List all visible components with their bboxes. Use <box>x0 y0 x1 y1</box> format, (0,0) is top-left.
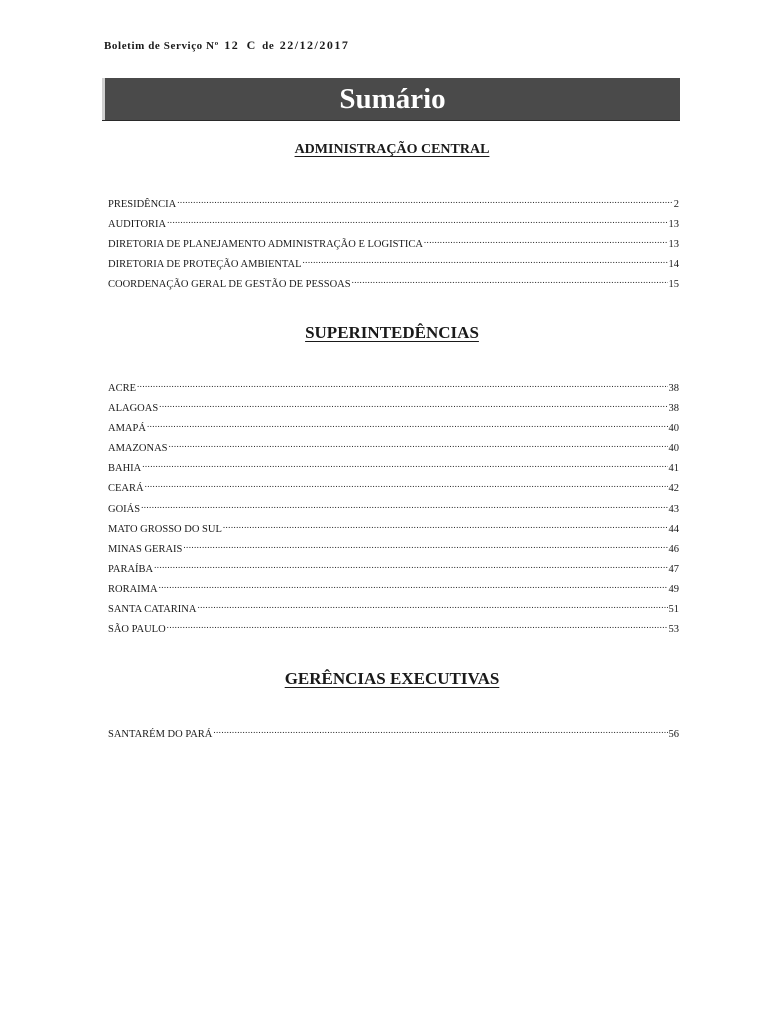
toc-entry-label: DIRETORIA DE PLANEJAMENTO ADMINISTRAÇÃO E LOGISTICA <box>108 239 423 251</box>
toc-entry-page: 42 <box>668 483 679 495</box>
toc-entry-label: PARAÍBA <box>108 563 154 575</box>
toc-leader-dots <box>197 600 667 612</box>
toc-entry-page: 40 <box>668 443 679 455</box>
toc-entry-page: 15 <box>668 279 679 291</box>
toc-entry[interactable] <box>108 195 679 215</box>
toc-entry[interactable] <box>108 419 679 439</box>
toc-entry[interactable] <box>108 580 679 600</box>
toc-leader-dots <box>177 195 672 207</box>
toc-entry-page: 40 <box>668 423 679 435</box>
toc-leader-dots <box>141 500 667 512</box>
section-heading-gerencias-executivas: GERÊNCIAS EXECUTIVAS <box>284 669 500 688</box>
section-heading-superintendencias: SUPERINTEDÊNCIAS <box>305 323 479 342</box>
toc-entry-label: COORDENAÇÃO GERAL DE GESTÃO DE PESSOAS <box>108 279 351 291</box>
toc-list-gerencias-executivas <box>108 725 679 745</box>
toc-entry[interactable] <box>108 600 679 620</box>
toc-entry-label: ALAGOAS <box>108 403 159 415</box>
toc-entry-page: 2 <box>673 199 679 210</box>
toc-entry[interactable] <box>108 459 679 479</box>
toc-leader-dots <box>154 560 667 572</box>
toc-entry[interactable] <box>108 379 679 399</box>
page-title: Sumário <box>339 83 446 115</box>
toc-entry-page: 41 <box>668 463 679 475</box>
toc-entry[interactable] <box>108 255 679 275</box>
toc-entry-label: SANTARÉM DO PARÁ <box>108 729 213 740</box>
toc-entry[interactable] <box>108 439 679 459</box>
toc-entry-label: MINAS GERAIS <box>108 543 183 555</box>
toc-entry-page: 13 <box>668 219 679 231</box>
toc-entry-label: CEARÁ <box>108 483 144 495</box>
toc-entry-page: 47 <box>668 563 679 575</box>
toc-entry-label: AMAPÁ <box>108 423 146 435</box>
toc-entry-page: 51 <box>668 604 679 616</box>
section-heading-administracao-central: ADMINISTRAÇÃO CENTRAL <box>294 142 490 157</box>
toc-leader-dots <box>145 479 668 491</box>
toc-leader-dots <box>223 520 668 532</box>
toc-leader-dots <box>159 580 668 592</box>
toc-entry-page: 56 <box>668 729 679 740</box>
toc-leader-dots <box>213 725 667 737</box>
toc-entry-label: BAHIA <box>108 463 142 475</box>
toc-entry-page: 13 <box>668 239 679 251</box>
toc-entry-page: 38 <box>668 403 679 415</box>
toc-entry[interactable] <box>108 520 679 540</box>
toc-entry-page: 53 <box>668 624 679 636</box>
toc-leader-dots <box>303 255 668 267</box>
toc-leader-dots <box>159 399 667 411</box>
bulletin-date: 22/12/2017 <box>279 38 350 52</box>
toc-entry[interactable] <box>108 399 679 419</box>
bulletin-header <box>104 38 351 53</box>
toc-list-superintendencias <box>108 379 679 640</box>
toc-entry-label: ACRE <box>108 383 137 394</box>
bulletin-header-de: de <box>262 40 275 52</box>
toc-leader-dots <box>167 620 668 632</box>
toc-entry-label: AUDITORIA <box>108 219 167 231</box>
toc-list-administracao-central <box>108 195 679 295</box>
toc-entry-page: 43 <box>668 503 679 515</box>
toc-entry-label: SÃO PAULO <box>108 624 166 636</box>
toc-entry-label: PRESIDÊNCIA <box>108 199 177 210</box>
toc-entry[interactable] <box>108 479 679 499</box>
toc-leader-dots <box>169 439 668 451</box>
toc-entry[interactable] <box>108 215 679 235</box>
toc-leader-dots <box>137 379 667 391</box>
toc-entry-page: 14 <box>668 259 679 271</box>
toc-entry[interactable] <box>108 560 679 580</box>
toc-leader-dots <box>183 540 667 552</box>
toc-leader-dots <box>147 419 668 431</box>
toc-entry-label: DIRETORIA DE PROTEÇÃO AMBIENTAL <box>108 259 302 271</box>
summary-title-bar <box>102 78 680 120</box>
toc-leader-dots <box>424 235 668 247</box>
toc-entry-label: MATO GROSSO DO SUL <box>108 523 222 535</box>
toc-entry-page: 49 <box>668 583 679 595</box>
toc-entry-page: 46 <box>668 543 679 555</box>
bulletin-header-prefix: Boletim de Serviço Nº <box>104 40 219 52</box>
toc-entry-label: GOIÁS <box>108 503 141 515</box>
bulletin-letter: C <box>246 38 257 52</box>
toc-leader-dots <box>352 275 668 287</box>
toc-entry[interactable] <box>108 725 679 745</box>
toc-entry-page: 38 <box>668 383 679 394</box>
toc-entry[interactable] <box>108 235 679 255</box>
toc-entry[interactable] <box>108 500 679 520</box>
toc-entry-label: SANTA CATARINA <box>108 604 197 616</box>
toc-entry-label: RORAIMA <box>108 583 158 595</box>
toc-entry[interactable] <box>108 275 679 295</box>
toc-entry-page: 44 <box>668 523 679 535</box>
toc-leader-dots <box>142 459 667 471</box>
bulletin-number: 12 <box>224 38 240 52</box>
toc-entry-label: AMAZONAS <box>108 443 168 455</box>
toc-leader-dots <box>167 215 667 227</box>
toc-entry[interactable] <box>108 540 679 560</box>
toc-entry[interactable] <box>108 620 679 640</box>
